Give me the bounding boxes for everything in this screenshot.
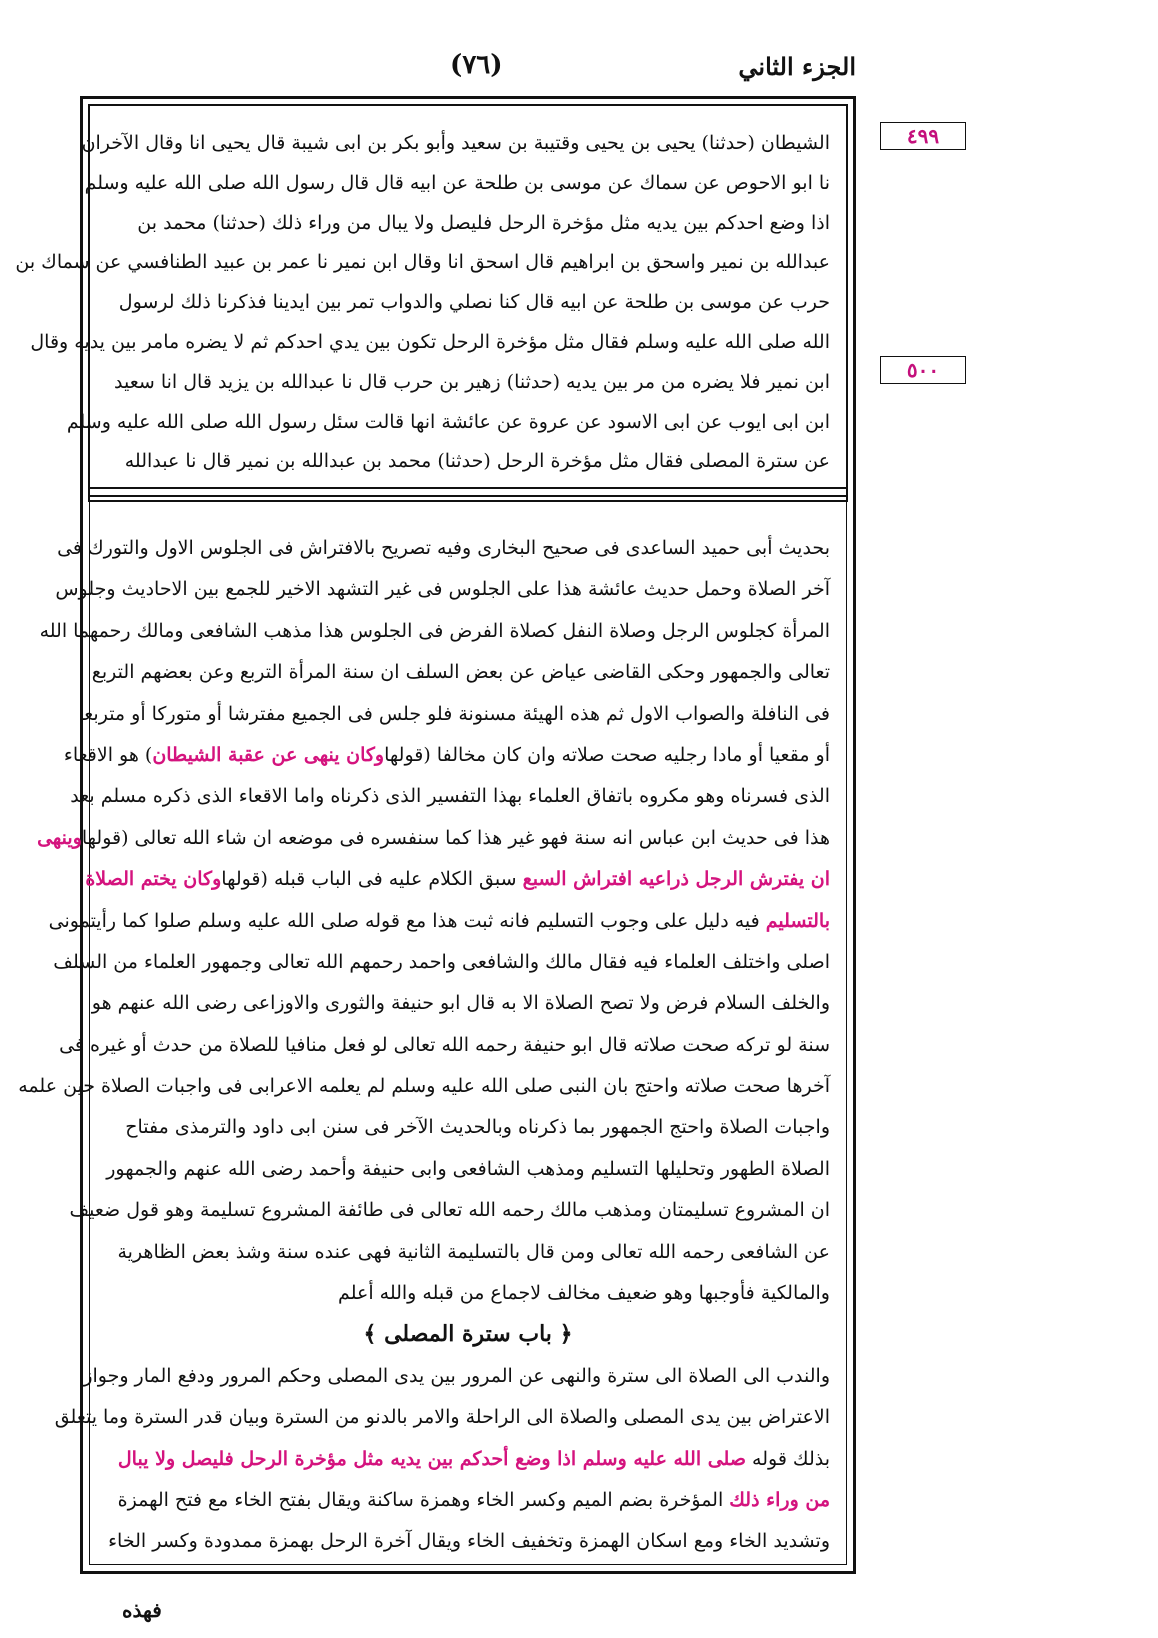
text-line bbox=[70, 776, 830, 817]
line-text: تعالى والجمهور وحكى القاضى عياض عن بعض السلف ان سنة المرأة التربع وعن بعضهم التربع bbox=[91, 661, 830, 684]
text-line bbox=[59, 1025, 830, 1066]
text-line bbox=[63, 735, 830, 776]
text-line bbox=[53, 942, 830, 983]
line-text: سنة لو تركه صحت صلاته قال ابو حنيفة رحمه الله تعالى لو فعل منافيا للصلاة من حدث أو غيره فى bbox=[59, 1033, 830, 1056]
highlighted-text: بالتسليم bbox=[765, 909, 830, 932]
line-text: آخرها صحت صلاته واحتج بان النبى صلى الله عليه وسلم لم يعلمه الاعرابى فى واجبات الصلاة حين علمه bbox=[18, 1075, 830, 1098]
highlighted-text: وكان ينهى عن عقبة الشيطان bbox=[152, 743, 385, 766]
text-line bbox=[106, 363, 830, 403]
line-text: سبق الكلام عليه فى الباب قبله (قولها bbox=[221, 868, 523, 891]
text-line bbox=[106, 1273, 830, 1314]
catchword: فهذه bbox=[122, 1598, 162, 1622]
text-line bbox=[57, 528, 830, 569]
line-text: الاعتراض بين يدى المصلى والصلاة الى الراحلة والامر بالدنو من السترة وبيان قدر السترة وما يتعلق bbox=[54, 1406, 830, 1429]
line-text: بذلك قوله bbox=[745, 1447, 830, 1470]
text-line bbox=[30, 323, 830, 363]
line-text: ابن ابى ايوب عن ابى الاسود عن عروة عن عائشة انها قالت سئل رسول الله صلى الله عليه وسلم bbox=[66, 410, 830, 433]
line-text: الذى فسرناه وهو مكروه باتفاق العلماء بهذا التفسير الذى ذكرناه واما الاقعاء الذى ذكره مسلم بعد bbox=[70, 785, 830, 808]
line-text: أو مقعيا أو مادا رجليه صحت صلاته وان كان مخالفا (قولها bbox=[384, 743, 830, 766]
line-text: اذا وضع احدكم بين يديه مثل مؤخرة الرحل فليصل ولا يبال من وراء ذلك (حدثنا) محمد بن bbox=[137, 211, 830, 234]
line-text: المرأة كجلوس الرجل وصلاة النفل كصلاة الفرض فى الجلوس هذا مذهب الشافعى ومالك رحمهما الله bbox=[39, 619, 830, 642]
highlighted-text: من وراء ذلك bbox=[729, 1488, 830, 1511]
line-text: والندب الى الصلاة الى سترة والنهى عن المرور بين يدى المصلى وحكم المرور ودفع المار وجواز bbox=[83, 1364, 830, 1387]
text-line bbox=[106, 204, 830, 244]
line-text: والمالكية فأوجبها وهو ضعيف مخالف لاجماع من قبله والله أعلم bbox=[338, 1282, 830, 1305]
text-line bbox=[106, 1480, 830, 1521]
line-text: فى النافلة والصواب الاول ثم هذه الهيئة مسنونة فلو جلس فى الجميع مفترشا أو متوركا أو متربعا bbox=[78, 702, 830, 725]
line-text: بحديث أبى حميد الساعدى فى صحيح البخارى وفيه تصريح بالافتراش فى الجلوس الاول والتورك فى bbox=[57, 537, 830, 559]
line-text: والخلف السلام فرض ولا تصح الصلاة الا به قال ابو حنيفة والثورى والاوزاعى رضى الله عنهم هو bbox=[91, 992, 830, 1015]
page-header bbox=[80, 48, 856, 88]
text-line bbox=[84, 164, 830, 204]
text-line bbox=[91, 983, 830, 1024]
text-line bbox=[106, 1439, 830, 1480]
line-text: المؤخرة بضم الميم وكسر الخاء وهمزة ساكنة ويقال بفتح الخاء مع فتح الهمزة bbox=[117, 1488, 730, 1511]
text-line bbox=[69, 1190, 830, 1231]
commentary-text bbox=[18, 528, 830, 1563]
line-text: عن سترة المصلى فقال مثل مؤخرة الرحل (حدثنا) محمد بن عبدالله بن نمير قال نا عبدالله bbox=[124, 450, 830, 473]
chapter-title: ﴿ باب سترة المصلى ﴾ bbox=[363, 1321, 573, 1348]
highlighted-text: وكان يختم الصلاة bbox=[85, 868, 222, 891]
text-line bbox=[106, 1232, 830, 1273]
text-line bbox=[83, 1356, 830, 1397]
text-line bbox=[37, 818, 830, 859]
text-line bbox=[18, 1066, 830, 1107]
line-text: ان المشروع تسليمتان ومذهب مالك رحمه الله تعالى فى طائفة المشروع تسليمة وهو قول ضعيف bbox=[69, 1199, 830, 1222]
text-line bbox=[39, 611, 830, 652]
text-line bbox=[48, 901, 830, 942]
highlighted-text: وينهى bbox=[37, 826, 82, 849]
hadith-text bbox=[15, 124, 830, 482]
text-line bbox=[54, 1397, 830, 1438]
line-text: وتشديد الخاء ومع اسكان الهمزة وتخفيف الخاء ويقال آخرة الرحل بهمزة ممدودة وكسر الخاء bbox=[108, 1530, 830, 1553]
line-text: الله صلى الله عليه وسلم فقال مثل مؤخرة الرحل تكون بين يدي احدكم ثم لا يضره مامر بين يديه وقال bbox=[30, 330, 830, 353]
text-line bbox=[91, 652, 830, 693]
volume-label: الجزء الثاني bbox=[738, 52, 856, 81]
text-line bbox=[106, 1107, 830, 1148]
text-line bbox=[78, 694, 830, 735]
text-line bbox=[106, 1149, 830, 1190]
text-line bbox=[66, 403, 830, 443]
hadith-number: ٤٩٩ bbox=[880, 122, 966, 150]
line-text: الصلاة الطهور وتحليلها التسليم ومذهب الشافعى وابى حنيفة وأحمد رضى الله عنهم والجمهور bbox=[106, 1157, 830, 1180]
text-line bbox=[15, 243, 830, 283]
text-line bbox=[81, 124, 830, 164]
page-number: (٧٦) bbox=[450, 50, 503, 80]
hadith-number: ٥٠٠ bbox=[880, 356, 966, 384]
text-line bbox=[55, 569, 830, 610]
line-text: ابن نمير فلا يضره من مر بين يديه (حدثنا) زهير بن حرب قال نا عبدالله بن يزيد قال انا سعيد bbox=[114, 370, 830, 393]
line-text: الشيطان (حدثنا) يحيى بن يحيى وقتيبة بن سعيد وأبو بكر بن ابى شيبة قال يحيى انا وقال الآخران bbox=[81, 132, 830, 154]
highlighted-text: ان يفترش الرجل ذراعيه افتراش السبع bbox=[522, 868, 830, 891]
highlighted-text: صلى الله عليه وسلم اذا وضع أحدكم بين يديه مثل مؤخرة الرحل فليصل ولا يبال bbox=[117, 1447, 746, 1470]
line-text: حرب عن موسى بن طلحة عن ابيه قال كنا نصلي والدواب تمر بين ايدينا فذكرنا ذلك لرسول bbox=[118, 291, 830, 314]
section-divider bbox=[88, 487, 848, 489]
line-text: عبدالله بن نمير واسحق بن ابراهيم قال اسحق انا وقال ابن نمير نا عمر بن عبيد الطنافسي عن سماك بن bbox=[15, 251, 830, 274]
text-line bbox=[85, 859, 830, 900]
line-text: عن الشافعى رحمه الله تعالى ومن قال بالتسليمة الثانية فهى عنده سنة وشذ بعض الظاهرية bbox=[117, 1240, 830, 1263]
line-text: نا ابو الاحوص عن سماك عن موسى بن طلحة عن ابيه قال قال رسول الله صلى الله عليه وسلم bbox=[84, 171, 830, 194]
section-divider bbox=[88, 495, 848, 497]
text-line bbox=[106, 283, 830, 323]
line-text: اصلى واختلف العلماء فيه فقال مالك والشافعى واحمد رحمهم الله تعالى وجمهور العلماء من السلف bbox=[53, 950, 830, 973]
text-line bbox=[106, 442, 830, 482]
line-text: آخر الصلاة وحمل حديث عائشة هذا على الجلوس فى غير التشهد الاخير للجمع بين الاحاديث وجلوس bbox=[55, 578, 830, 601]
text-line bbox=[106, 1521, 830, 1562]
line-text: واجبات الصلاة واحتج الجمهور بما ذكرناه وبالحديث الآخر فى سنن ابى داود والترمذى مفتاح bbox=[125, 1116, 830, 1139]
line-text: فيه دليل على وجوب التسليم فانه ثبت هذا مع قوله صلى الله عليه وسلم صلوا كما رأيتمونى bbox=[48, 909, 766, 932]
line-text: هذا فى حديث ابن عباس انه سنة فهو غير هذا كما سنفسره فى موضعه ان شاء الله تعالى (قولها bbox=[81, 826, 830, 849]
line-text: ) هو الاقعاء bbox=[63, 743, 153, 766]
